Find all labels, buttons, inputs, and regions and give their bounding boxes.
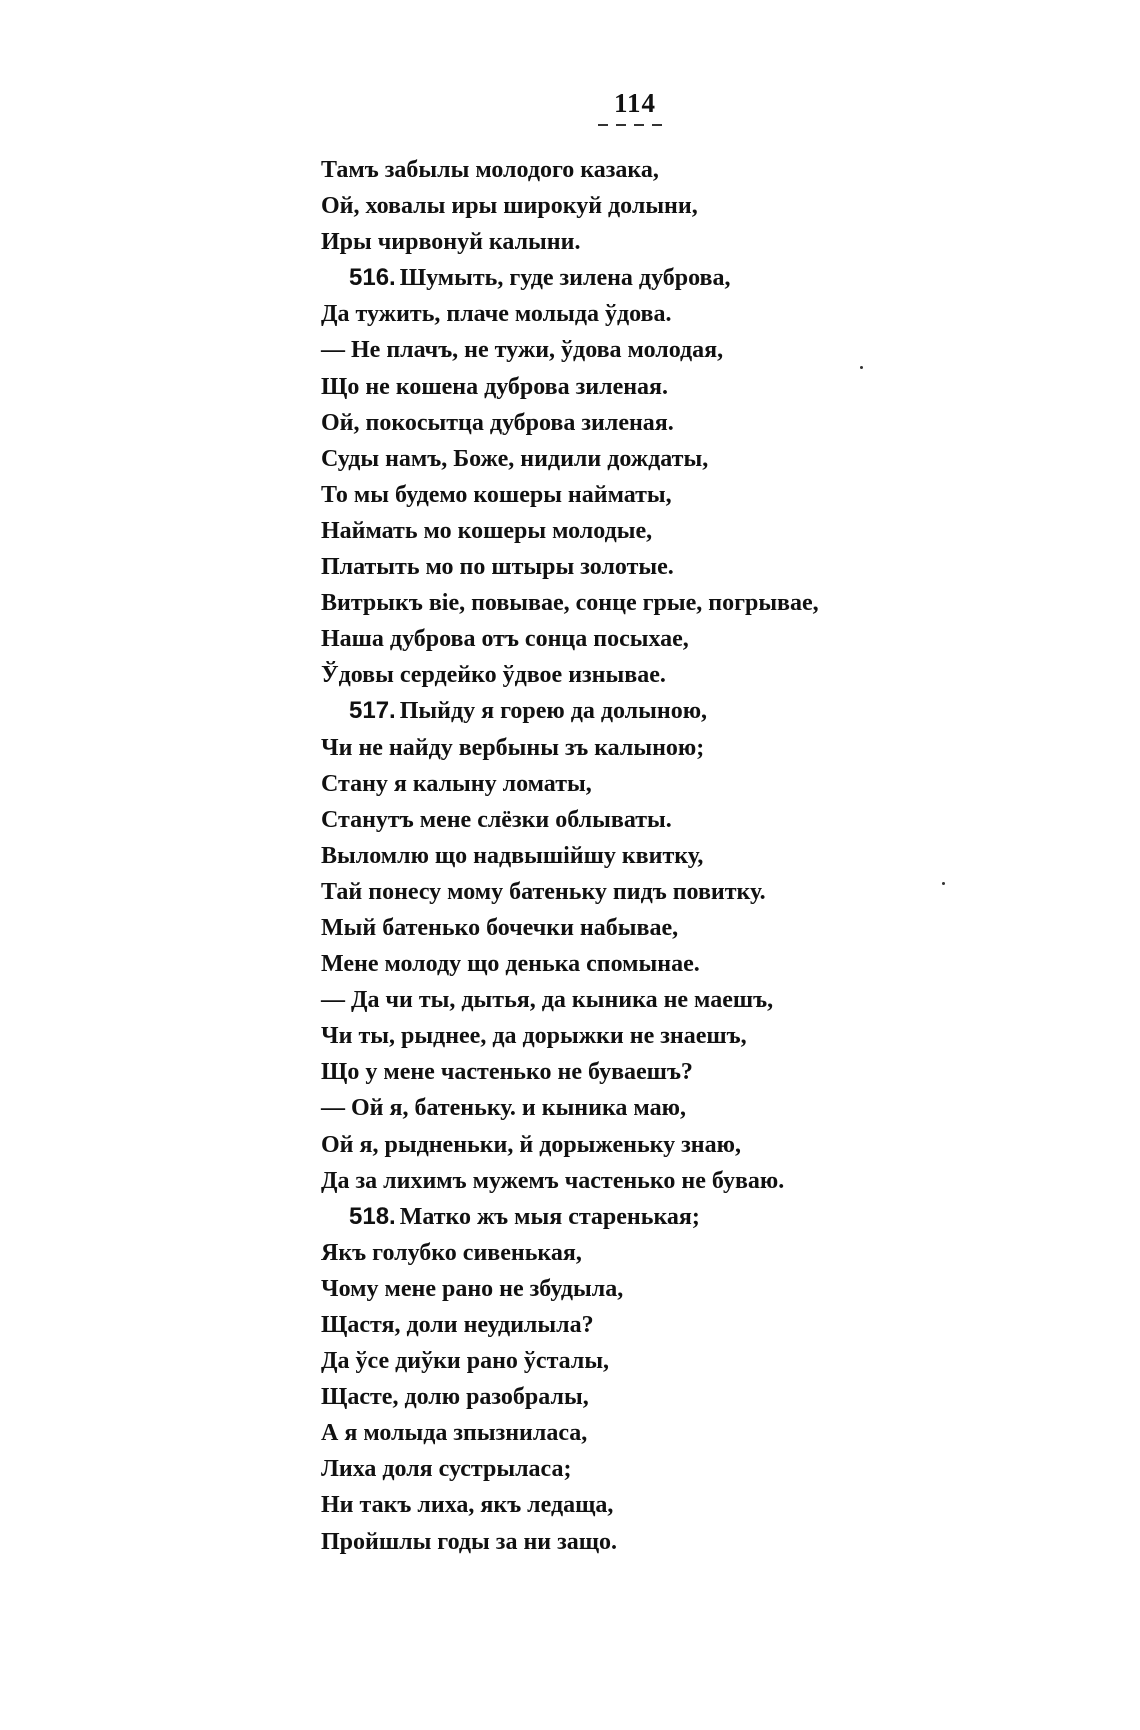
- verse-line: [321, 1451, 881, 1487]
- line-text: Да ўсе диўки рано ўсталы,: [321, 1348, 610, 1375]
- verse-line: [321, 441, 881, 477]
- line-text: То мы будемо кошеры найматы,: [321, 481, 672, 508]
- verse-number: 516.: [349, 264, 396, 292]
- verse-line: [321, 621, 881, 657]
- song-text: [321, 152, 881, 1560]
- verse-line: [321, 1307, 881, 1343]
- verse-line: [321, 874, 881, 910]
- verse-number: 518.: [349, 1202, 396, 1230]
- line-text: Да за лихимъ мужемъ частенько не буваю.: [321, 1167, 785, 1194]
- line-text: Платыть мо по штыры золотые.: [321, 554, 674, 581]
- line-text: Що у мене частенько не буваешъ?: [321, 1059, 693, 1086]
- verse-line: [321, 1379, 881, 1415]
- line-text: Чи не найду вербыны зъ калыною;: [321, 734, 705, 761]
- verse-line: [321, 1235, 881, 1271]
- verse-line: [321, 549, 881, 585]
- line-text: Якъ голубко сивенькая,: [321, 1239, 582, 1266]
- line-text: — Не плачъ, не тужи, ўдова молодая,: [321, 337, 724, 364]
- verse-line: [321, 1415, 881, 1451]
- verse-line: [321, 585, 881, 621]
- verse-line: [321, 802, 881, 838]
- line-text: Лиха доля сустрыласа;: [321, 1456, 572, 1483]
- verse-line: [321, 1054, 881, 1090]
- verse-first-line: [321, 260, 881, 296]
- line-text: Чи ты, рыднее, да дорыжки не знаешъ,: [321, 1023, 747, 1050]
- line-text: Ни такъ лиха, якъ ледаща,: [321, 1492, 614, 1519]
- line-text: Суды намъ, Боже, нидили дождаты,: [321, 445, 709, 472]
- verse-line: [321, 1343, 881, 1379]
- line-text: Мый батенько бочечки набывае,: [321, 914, 679, 941]
- verse-line: [321, 982, 881, 1018]
- line-text: Мене молоду що денька спомынае.: [321, 951, 700, 978]
- verse-line: [321, 369, 881, 405]
- verse-line: [321, 513, 881, 549]
- print-speck: [942, 882, 945, 885]
- line-text: Шумыть, гуде зилена дуброва,: [399, 265, 731, 292]
- line-text: Пыйду я горею да долыною,: [399, 698, 708, 725]
- verse-line: [321, 332, 881, 368]
- verse-line: [321, 1524, 881, 1560]
- verse-line: [321, 1271, 881, 1307]
- page-number-rule: [598, 124, 670, 126]
- line-text: Наша дуброва отъ сонца посыхае,: [321, 626, 689, 653]
- verse-line: [321, 405, 881, 441]
- line-text: Стану я калыну ломаты,: [321, 770, 592, 797]
- verse-line: [321, 838, 881, 874]
- line-text: Ой я, рыдненьки, й дорыженьку знаю,: [321, 1131, 741, 1158]
- verse-line: [321, 477, 881, 513]
- verse-first-line: [321, 693, 881, 729]
- verse-number: 517.: [349, 697, 396, 725]
- line-text: Выломлю що надвышійшу квитку,: [321, 842, 704, 869]
- line-text: Ой, ховалы иры широкуй долыни,: [321, 193, 698, 220]
- line-text: — Да чи ты, дытья, да кыника не маешъ,: [321, 987, 774, 1014]
- verse-line: [321, 766, 881, 802]
- verse-line: [321, 1487, 881, 1523]
- line-text: Чому мене рано не збудыла,: [321, 1275, 624, 1302]
- line-text: Ўдовы сердейко ўдвое изнывае.: [321, 662, 666, 689]
- verse-line: [321, 296, 881, 332]
- verse-line: [321, 224, 881, 260]
- verse-line: [321, 1090, 881, 1126]
- verse-line: [321, 152, 881, 188]
- verse-first-line: [321, 1199, 881, 1235]
- verse-line: [321, 657, 881, 693]
- verse-line: [321, 946, 881, 982]
- verse-line: [321, 188, 881, 224]
- verse-line: [321, 1127, 881, 1163]
- line-text: Станутъ мене слёзки облываты.: [321, 806, 672, 833]
- line-text: Наймать мо кошеры молодые,: [321, 517, 653, 544]
- line-text: Тамъ забылы молодого казака,: [321, 157, 659, 183]
- line-text: Щасте, долю разобралы,: [321, 1384, 589, 1411]
- line-text: Щастя, доли неудилыла?: [321, 1312, 594, 1338]
- print-speck: [860, 366, 863, 369]
- verse-line: [321, 1163, 881, 1199]
- verse-line: [321, 910, 881, 946]
- line-text: Витрыкъ віе, повывае, сонце грые, погрывае,: [321, 590, 819, 617]
- line-text: Тай понесу мому батеньку пидъ повитку.: [321, 878, 766, 905]
- line-text: Да тужить, плаче молыда ўдова.: [321, 301, 672, 328]
- page-number: 114: [613, 88, 656, 118]
- line-text: Що не кошена дуброва зиленая.: [321, 373, 669, 400]
- line-text: А я молыда зпызниласа,: [321, 1420, 588, 1447]
- line-text: Иры чирвонуй калыни.: [321, 229, 581, 256]
- verse-line: [321, 1018, 881, 1054]
- line-text: Пройшлы годы за ни защо.: [321, 1528, 618, 1555]
- verse-line: [321, 730, 881, 766]
- line-text: Ой, покосытца дуброва зиленая.: [321, 409, 674, 436]
- line-text: Матко жъ мыя старенькая;: [399, 1203, 700, 1230]
- line-text: — Ой я, батеньку. и кыника маю,: [321, 1095, 686, 1122]
